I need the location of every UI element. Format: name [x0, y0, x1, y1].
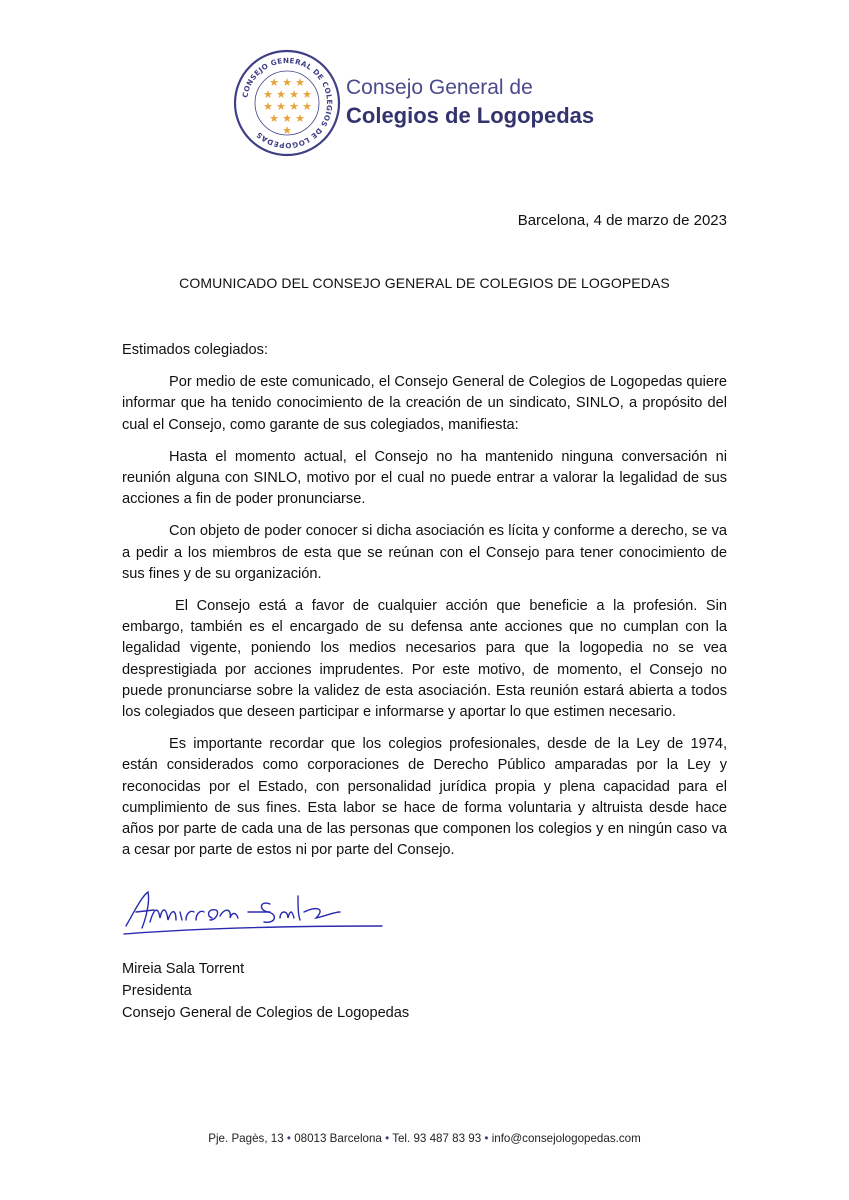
letter-date: Barcelona, 4 de marzo de 2023 [517, 212, 727, 229]
paragraph: Con objeto de poder conocer si dicha asociación es lícita y conforme a derecho, se va a pedir a los miembros de esta que se reúnan con el Consejo para tener conocimiento de sus fines y de su organización. [122, 523, 727, 582]
paragraph: El Consejo está a favor de cualquier acción que beneficie a la profesión. Sin embargo, también es el encargado de su defensa ante acciones que no cumplan con la legalidad vigente, poniendo los medios necesarios para que la logopedia no se vea desprestigiada por acciones imprudentes. Por este motivo, de momento, el Consejo no puede pronunciarse sobre la validez de esta asociación. Esta reunión estará abierta a todos los colegiados que deseen participar e informarse y aportar lo que estimen necesario. [122, 598, 727, 721]
signer-role: Presidenta [122, 983, 192, 999]
star-icon: ★ [276, 100, 286, 113]
brand-line-2: Colegios de Logopedas [346, 103, 595, 128]
separator-icon: • [286, 1132, 291, 1145]
star-icon: ★ [289, 88, 299, 101]
salutation: Estimados colegiados: [122, 342, 269, 358]
star-icon: ★ [302, 100, 312, 113]
paragraph: Hasta el momento actual, el Consejo no ha mantenido ninguna conversación ni reunión alguna con SINLO, motivo por el cual no puede entrar a valorar la legalidad de sus acciones a fin de poder pronunciarse. [122, 448, 727, 508]
letter-footer [0, 1132, 849, 1145]
star-icon: ★ [282, 76, 292, 89]
seal-logo-icon [232, 48, 342, 158]
signer-name: Mireia Sala Torrent [122, 961, 245, 977]
separator-icon: • [484, 1132, 489, 1145]
signature-block [122, 958, 409, 1024]
separator-icon: • [385, 1132, 390, 1145]
star-icon: ★ [289, 100, 299, 113]
letter-title: COMUNICADO DEL CONSEJO GENERAL DE COLEGIOS DE LOGOPEDAS [179, 275, 670, 291]
star-icon: ★ [269, 112, 279, 125]
star-icon: ★ [269, 76, 279, 89]
svg-text:CONSEJO GENERAL DE COLEGIOS DE: CONSEJO GENERAL DE COLEGIOS DE LOGOPEDAS [240, 55, 335, 151]
footer-address: Pje. Pagès, 13 [208, 1132, 284, 1145]
footer-postal-city: 08013 Barcelona [294, 1132, 382, 1145]
brand-line-1: Consejo General de [346, 76, 533, 99]
star-icon: ★ [276, 88, 286, 101]
star-icon: ★ [282, 112, 292, 125]
paragraph: Por medio de este comunicado, el Consejo General de Colegios de Logopedas quiere informar que ha tenido conocimiento de la creación de un sindicato, SINLO, a propósito del cual el Consejo, como garante de sus colegiados, manifiesta: [122, 374, 727, 433]
footer-phone: Tel. 93 487 83 93 [392, 1132, 482, 1145]
footer-email[interactable]: info@consejologopedas.com [491, 1132, 641, 1145]
star-icon: ★ [263, 100, 273, 113]
handwritten-signature [120, 882, 390, 942]
organization-brand [346, 75, 594, 131]
letter-body [122, 340, 727, 872]
signature-text: Mireia Sala [120, 882, 126, 883]
star-icon: ★ [263, 88, 273, 101]
star-icon: ★ [295, 112, 305, 125]
signer-organization: Consejo General de Colegios de Logopedas [122, 1005, 410, 1021]
star-icon: ★ [295, 76, 305, 89]
star-icon: ★ [282, 124, 292, 137]
star-icon: ★ [302, 88, 312, 101]
paragraph: Es importante recordar que los colegios profesionales, desde de la Ley de 1974, están considerados como corporaciones de Derecho Público amparadas por la Ley y reconocidas por el Estado, con personalidad jurídica propia y plena capacidad para el cumplimiento de sus fines. Esta labor se hace de forma voluntaria y altruista desde hace años por parte de cada una de las personas que componen los colegios y en ningún caso va a cesar por parte de estos ni por parte del Consejo. [122, 736, 727, 859]
